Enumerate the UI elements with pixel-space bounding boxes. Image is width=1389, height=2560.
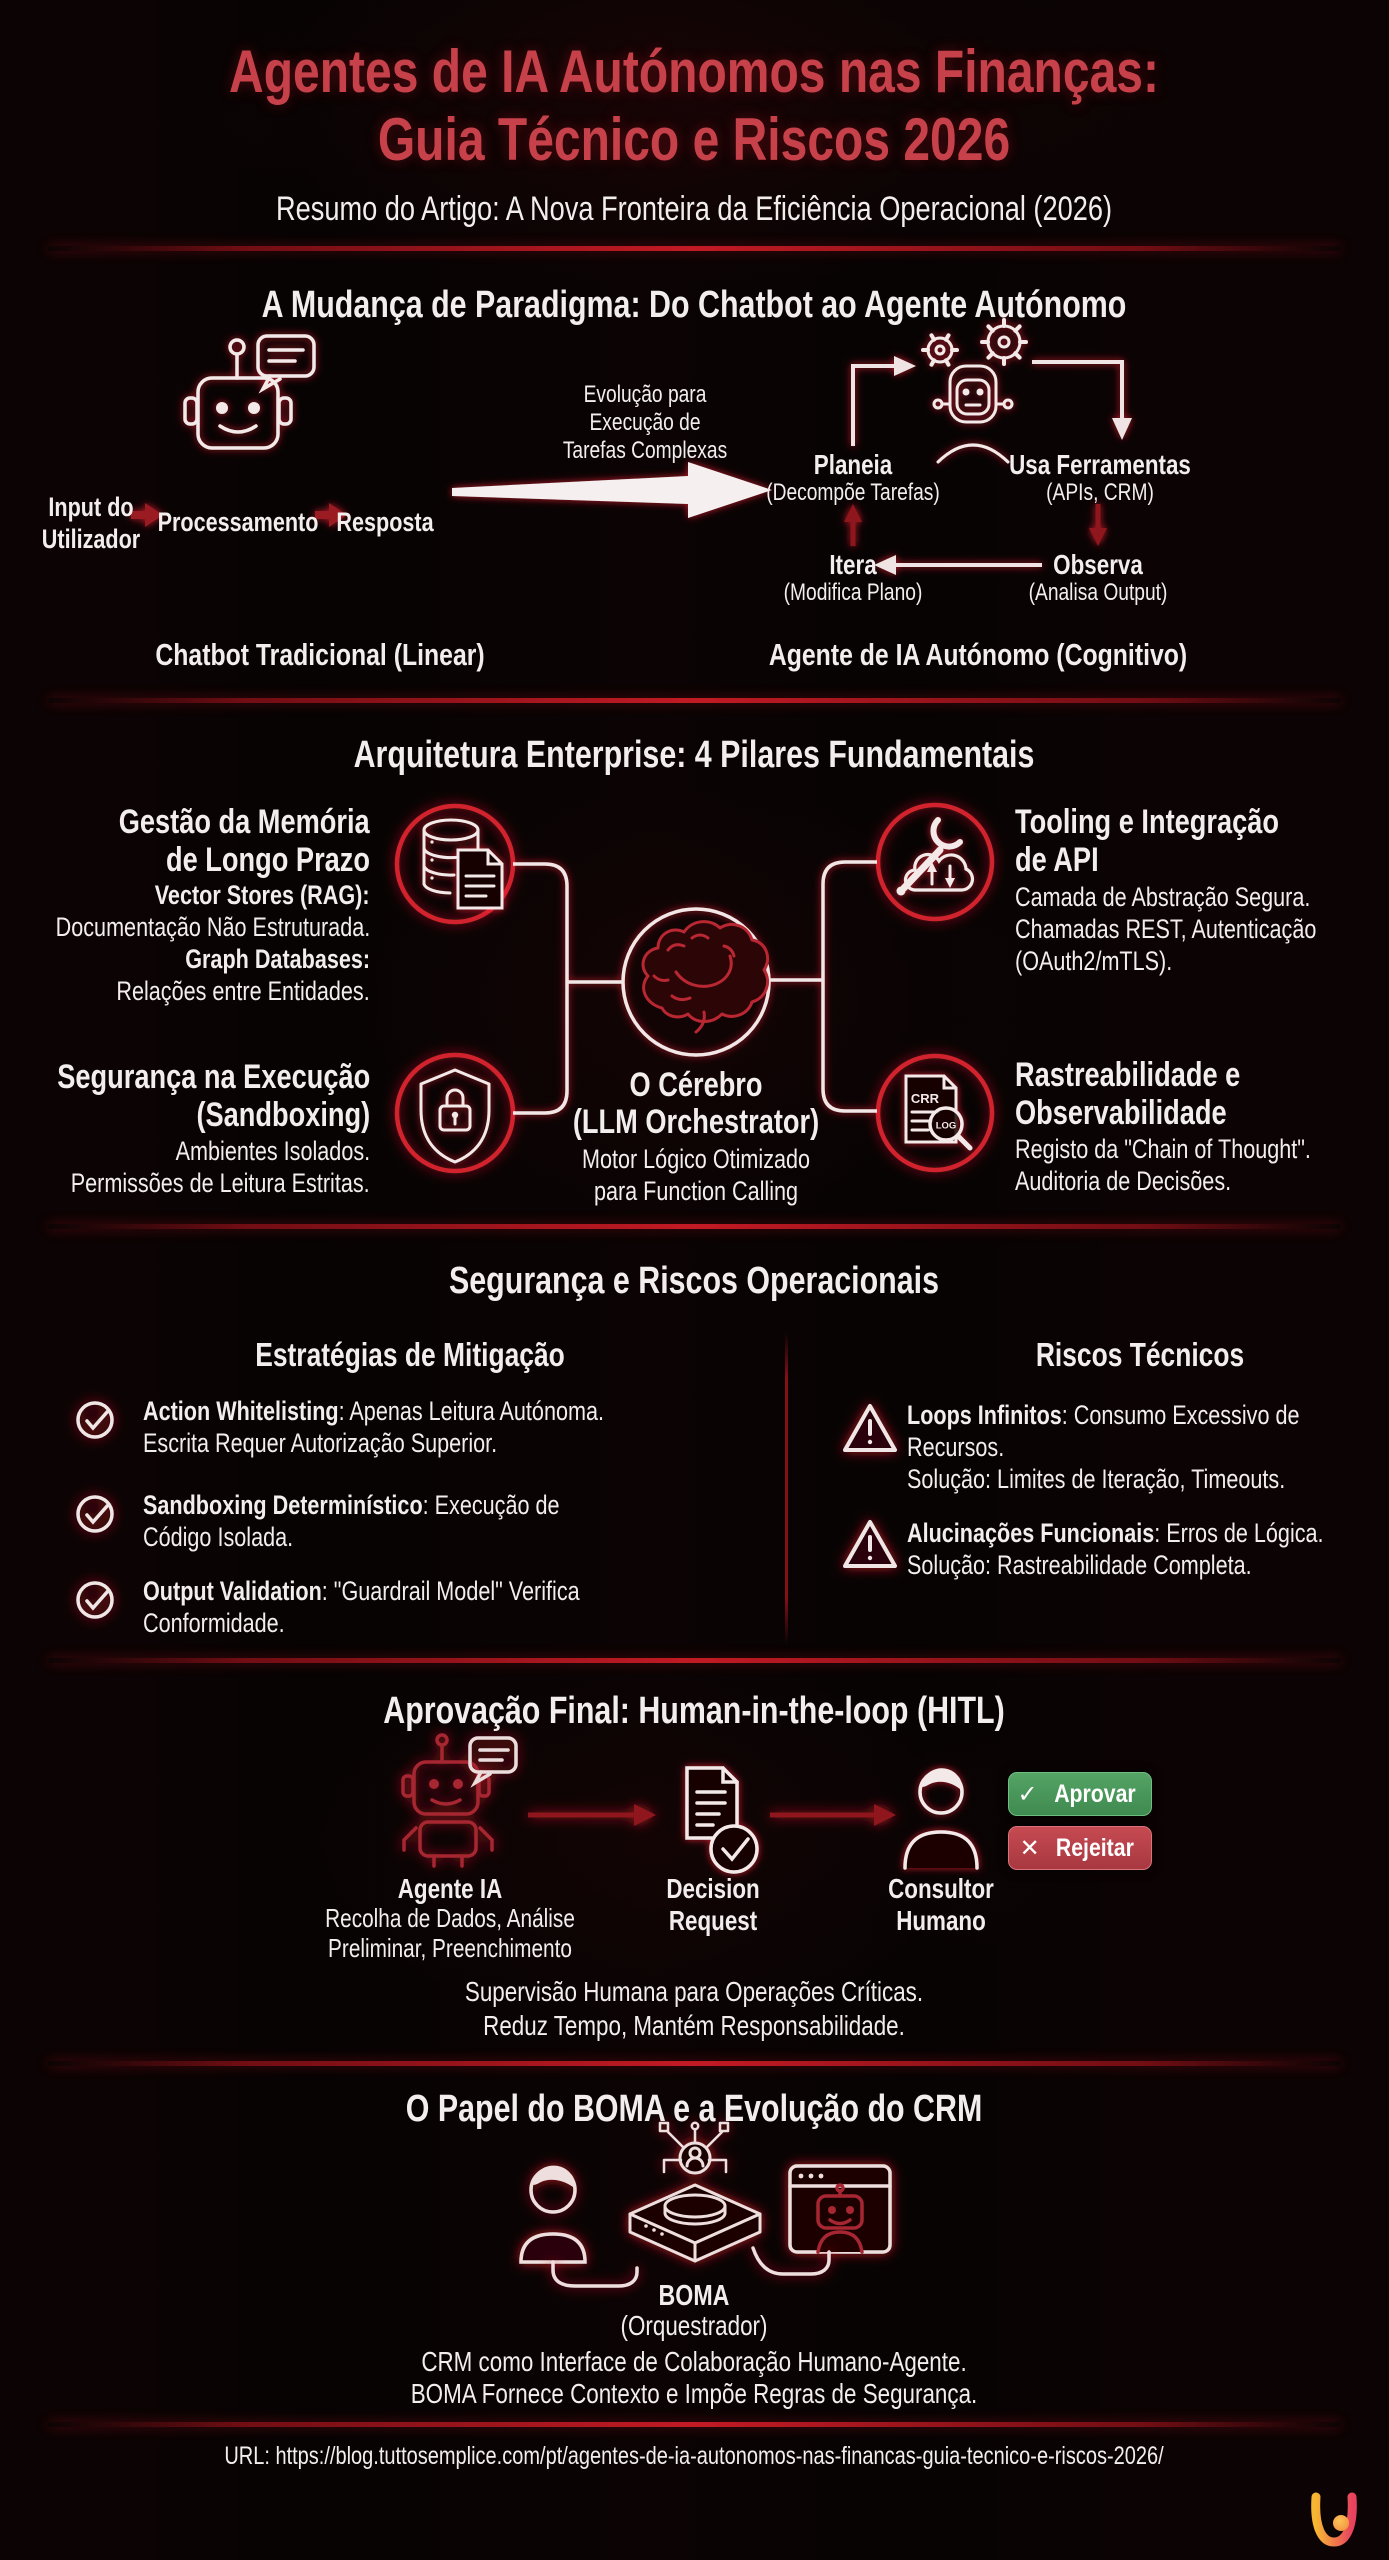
decision-request-icon <box>687 1768 757 1872</box>
pillar-tooling-title-line1: Tooling e Integração <box>1015 803 1279 841</box>
brain-icon <box>643 922 768 1032</box>
boma-crm-robot-icon <box>790 2166 890 2252</box>
brain-desc-line1: Motor Lógico Otimizado <box>581 1144 811 1174</box>
pillar-memory-title-line1: Gestão da Memória <box>119 803 370 841</box>
risk-item-2-line2: Solução: Rastreabilidade Completa. <box>907 1550 1252 1580</box>
section-divider <box>48 2061 1341 2066</box>
hitl-agent-desc-line1: Recolha de Dados, Análise <box>325 1903 575 1933</box>
hitl-consultant-line2: Humano <box>896 1905 986 1936</box>
chatbot-step-response: Resposta <box>336 507 434 537</box>
pillar-memory-t1: Documentação Não Estruturada. <box>55 912 370 942</box>
mitigation-item-1-rest: : Apenas Leitura Autónoma. <box>338 1396 604 1426</box>
evolution-caption-line2: Execução de <box>589 409 701 436</box>
section-divider <box>48 698 1341 703</box>
mitigation-item-2-line1 <box>143 1490 560 1520</box>
hitl-decision-line2: Request <box>668 1905 758 1936</box>
boma-sublabel: (Orquestrador) <box>620 2310 768 2341</box>
agent-diagram-label: Agente de IA Autónomo (Cognitivo) <box>768 637 1188 672</box>
boma-label: BOMA <box>658 2280 730 2312</box>
risk-item-1-term: Loops Infinitos <box>907 1400 1062 1430</box>
risk-item-1-line2: Recursos. <box>907 1432 1005 1462</box>
page-title-line2: Guia Técnico e Riscos 2026 <box>377 106 1011 173</box>
chatbot-robot-icon <box>185 336 314 448</box>
shield-lock-icon <box>421 1070 489 1162</box>
evolution-caption-line1: Evolução para <box>583 381 707 408</box>
chatbot-diagram-label: Chatbot Tradicional (Linear) <box>155 637 485 672</box>
pillar-memory-t2: Relações entre Entidades. <box>116 976 370 1006</box>
pillar-memory-title-line2: de Longo Prazo <box>166 841 370 879</box>
source-url: URL: https://blog.tuttosemplice.com/pt/agentes-de-ia-autonomos-nas-financas-guia-tecnico-e-riscos-2026/ <box>224 2442 1164 2470</box>
approve-button-label: Aprovar <box>1053 1779 1136 1808</box>
pillar-sandbox-t2: Permissões de Leitura Estritas. <box>71 1168 370 1198</box>
pillar-tooling-t2: Chamadas REST, Autenticação <box>1015 914 1317 944</box>
warning-triangle-icons <box>845 1406 895 1566</box>
approve-button[interactable] <box>1008 1772 1152 1816</box>
agent-node-observe-sub: (Analisa Output) <box>1028 579 1168 606</box>
boma-human-icon <box>521 2166 585 2262</box>
hitl-note-line2: Reduz Tempo, Mantém Responsabilidade. <box>483 2010 905 2041</box>
agent-node-observe: Observa <box>1053 549 1143 580</box>
mitigation-item-2-term: Sandboxing Determinístico <box>143 1490 423 1520</box>
wrench-cloud-icon <box>897 820 973 896</box>
reject-button-label: Rejeitar <box>1055 1833 1134 1862</box>
security-heading: Segurança e Riscos Operacionais <box>449 1260 939 1302</box>
page-title-line1: Agentes de IA Autónomos nas Finanças: <box>229 38 1159 105</box>
agent-node-iterate-sub: (Modifica Plano) <box>783 579 923 606</box>
pillar-tooling-t1: Camada de Abstração Segura. <box>1015 882 1311 912</box>
agent-node-plan: Planeia <box>813 449 893 480</box>
pillar-sandbox-title-line1: Segurança na Execução <box>57 1058 370 1096</box>
paradigm-heading: A Mudança de Paradigma: Do Chatbot ao Agente Autónomo <box>261 284 1127 326</box>
audit-log-icon <box>906 1076 970 1148</box>
mitigation-item-2-line2: Código Isolada. <box>143 1522 294 1552</box>
brain-subtitle: (LLM Orchestrator) <box>572 1103 820 1141</box>
check-circle-icons <box>78 1403 112 1617</box>
section-divider <box>48 1224 1341 1229</box>
section-divider <box>48 2422 1341 2427</box>
brand-logo <box>1316 2497 1353 2542</box>
pillar-sandbox-title-line2: (Sandboxing) <box>196 1096 370 1134</box>
chatbot-step-input-line2: Utilizador <box>41 524 141 554</box>
svg-text:LOG: LOG <box>935 1120 957 1132</box>
mitigation-item-1-line2: Escrita Requer Autorização Superior. <box>143 1428 498 1458</box>
pillar-sandbox-t1: Ambientes Isolados. <box>175 1136 370 1166</box>
risk-item-2-line1 <box>907 1518 1324 1548</box>
check-icon: ✓ <box>1017 1780 1038 1808</box>
risk-item-1-line3: Solução: Limites de Iteração, Timeouts. <box>907 1464 1286 1494</box>
hitl-agent-desc-line2: Preliminar, Preenchimento <box>328 1933 572 1963</box>
mitigation-item-2-rest: : Execução de <box>422 1490 560 1520</box>
agent-node-tools-sub: (APIs, CRM) <box>1046 479 1154 506</box>
mitigation-item-1-term: Action Whitelisting <box>143 1396 339 1426</box>
page-subtitle: Resumo do Artigo: A Nova Fronteira da Eficiência Operacional (2026) <box>275 190 1113 228</box>
risk-item-2-rest: : Erros de Lógica. <box>1154 1518 1324 1548</box>
chatbot-step-input-line1: Input do <box>48 492 134 522</box>
risk-item-1-rest: : Consumo Excessivo de <box>1061 1400 1300 1430</box>
risk-item-2-term: Alucinações Funcionais <box>907 1518 1155 1548</box>
hitl-note-line1: Supervisão Humana para Operações Críticas. <box>464 1976 924 2007</box>
cross-icon: ✕ <box>1019 1834 1040 1862</box>
pillar-tooling-t3: (OAuth2/mTLS). <box>1015 946 1173 976</box>
hitl-decision-line1: Decision <box>666 1873 760 1904</box>
risks-heading: Riscos Técnicos <box>1035 1336 1245 1373</box>
section-divider <box>48 1658 1341 1663</box>
pillar-observability-title-line1: Rastreabilidade e <box>1015 1056 1241 1094</box>
agent-node-tools: Usa Ferramentas <box>1009 449 1191 480</box>
boma-heading: O Papel do BOMA e a Evolução do CRM <box>405 2088 983 2130</box>
agent-node-iterate: Itera <box>829 549 877 580</box>
mitigation-item-3-rest: : "Guardrail Model" Verifica <box>321 1576 580 1606</box>
brain-title: O Cérebro <box>629 1066 763 1104</box>
mitigation-heading: Estratégias de Mitigação <box>255 1336 565 1373</box>
risk-item-1-line1 <box>907 1400 1300 1430</box>
architecture-heading: Arquitetura Enterprise: 4 Pilares Fundamentais <box>353 734 1035 776</box>
evolution-arrow-icon <box>452 462 772 518</box>
hitl-consultant-line1: Consultor <box>888 1873 994 1904</box>
boma-desc-line1: CRM como Interface de Colaboração Humano-Agente. <box>421 2346 967 2377</box>
pillar-observability-t1: Registo da "Chain of Thought". <box>1015 1134 1311 1164</box>
evolution-caption-line3: Tarefas Complexas <box>562 437 728 464</box>
human-consultant-icon <box>905 1768 977 1868</box>
agent-node-plan-sub: (Decompõe Tarefas) <box>766 479 940 506</box>
section-divider <box>48 246 1341 251</box>
column-divider <box>785 1332 788 1644</box>
mitigation-item-3-line2: Conformidade. <box>143 1608 285 1638</box>
mitigation-item-3-term: Output Validation <box>143 1576 322 1606</box>
hitl-heading: Aprovação Final: Human-in-the-loop (HITL) <box>383 1690 1005 1732</box>
database-doc-icon <box>424 820 502 908</box>
pillar-memory-b2: Graph Databases: <box>185 944 370 974</box>
pillar-observability-t2: Auditoria de Decisões. <box>1015 1166 1232 1196</box>
mitigation-item-1-line1 <box>143 1396 604 1426</box>
boma-orchestrator-icon <box>630 2123 760 2261</box>
brain-desc-line2: para Function Calling <box>593 1176 799 1206</box>
mitigation-item-3-line1 <box>143 1576 580 1606</box>
pillar-tooling-title-line2: de API <box>1015 841 1099 879</box>
pillar-observability-title-line2: Observabilidade <box>1015 1094 1227 1132</box>
reject-button[interactable] <box>1008 1826 1152 1870</box>
svg-text:CRR: CRR <box>910 1091 940 1106</box>
hitl-agent-title: Agente IA <box>397 1873 503 1904</box>
agent-robot-icon <box>923 320 1026 462</box>
pillar-memory-b1: Vector Stores (RAG): <box>155 880 370 910</box>
hitl-agent-robot-icon <box>403 1735 516 1866</box>
boma-desc-line2: BOMA Fornece Contexto e Impõe Regras de Segurança. <box>410 2378 978 2409</box>
chatbot-step-processing: Processamento <box>157 507 319 537</box>
